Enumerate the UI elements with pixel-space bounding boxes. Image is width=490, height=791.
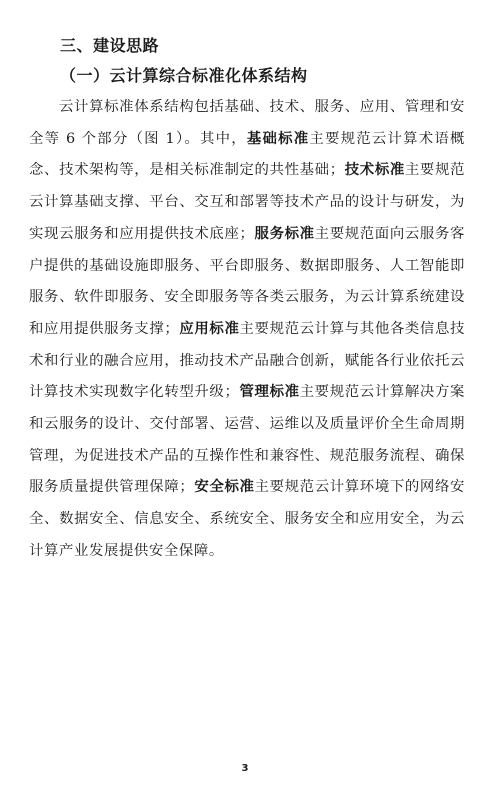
body-paragraph: [29, 92, 465, 568]
term-application-standards: 应用标准: [179, 320, 240, 337]
paragraph-text: 主要规范云计算基础支撑、平台、交互和部署等技术产品的设计与研发，为实现云服务和应用提供技术底座；: [29, 162, 465, 242]
term-management-standards: 管理标准: [239, 384, 300, 401]
term-service-standards: 服务标准: [254, 225, 315, 242]
paragraph-text: 主要规范云计算环境下的网络安全、数据安全、信息安全、系统安全、服务安全和应用安全，为云计算产业发展提供安全保障。: [29, 479, 465, 559]
term-basic-standards: 基础标准: [246, 130, 310, 147]
term-technical-standards: 技术标准: [344, 162, 405, 179]
term-security-standards: 安全标准: [194, 479, 255, 496]
paragraph-text: 主要规范面向云服务客户提供的基础设施即服务、平台即服务、数据即服务、人工智能即服务、软件即服务、安全即服务等各类云服务，为云计算系统建设和应用提供服务支撑；: [29, 225, 465, 337]
paragraph-text: 主要规范云计算与其他各类信息技术和行业的融合应用，推动技术产品融合创新，赋能各行业依托云计算技术实现数字化转型升级；: [29, 320, 465, 401]
paragraph-text: 云计算标准体系结构包括基础、技术、服务、应用、管理和安全等 6 个部分（图 1）。其中，: [29, 99, 465, 147]
page-number: 3: [241, 763, 249, 774]
paragraph-text: 主要规范云计算解决方案和云服务的设计、交付部署、运营、运维以及质量评价全生命周期管理，为促进技术产品的互操作性和兼容性、规范服务流程、确保服务质量提供管理保障；: [29, 384, 465, 496]
section-heading: 三、建设思路: [60, 36, 160, 55]
sub-heading: （一）云计算综合标准化体系结构: [60, 66, 308, 85]
paragraph-text: 主要规范云计算术语概念、技术架构等，是相关标准制定的共性基础；: [29, 130, 465, 179]
